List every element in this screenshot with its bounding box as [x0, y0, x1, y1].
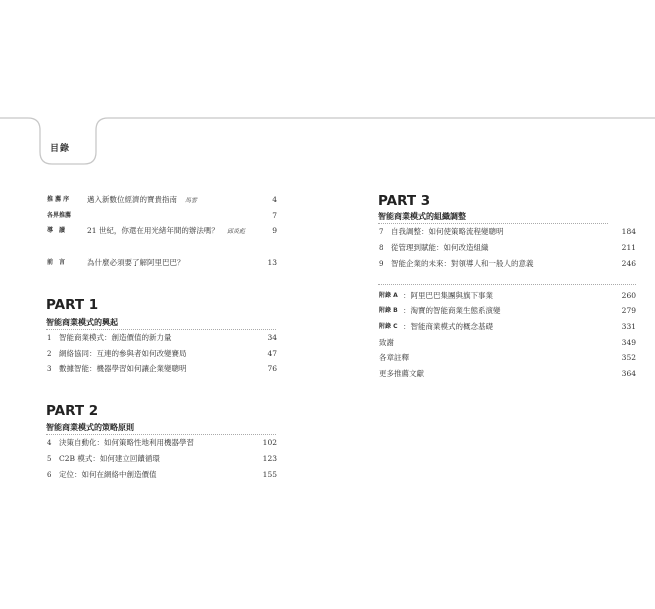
page-number: 13 [267, 258, 277, 267]
divider [46, 434, 276, 435]
front-label: 推 薦 序 [47, 196, 70, 203]
chapter-title: 自我調整：如何使策略流程變聰明 [391, 227, 504, 236]
chapter-number: 8 [379, 244, 384, 252]
front-author: 馬雲 [185, 197, 198, 204]
chapter-number: 4 [47, 439, 52, 447]
chapter-title: C2B 模式：如何建立回饋循環 [59, 454, 160, 463]
page-number: 7 [272, 211, 277, 220]
chapter-number: 5 [47, 455, 52, 463]
chapter-number: 9 [379, 260, 384, 268]
page-number: 211 [621, 243, 636, 252]
front-label: 導 讀 [47, 227, 66, 234]
page-number: 260 [621, 291, 636, 300]
back-label: 附錄 B [379, 307, 398, 314]
front-text: 為什麼必須要了解阿里巴巴？ [87, 258, 185, 267]
chapter-title: 數據智能：機器學習如何讓企業變聰明 [59, 364, 187, 373]
front-label: 各界推薦 [47, 212, 72, 219]
chapter-title: 智能企業的未來：對領導人和一般人的意義 [391, 259, 534, 268]
page-number: 331 [621, 322, 636, 331]
back-text: 致謝 [379, 338, 394, 347]
back-text: 各章註釋 [379, 353, 409, 362]
part-label: PART 3 [378, 193, 431, 209]
back-label: 附錄 A [379, 292, 398, 299]
part-label: PART 1 [46, 297, 99, 313]
chapter-number: 6 [47, 471, 52, 479]
page-number: 47 [267, 349, 277, 358]
chapter-title: 網絡協同：互連的參與者如何改變賽局 [59, 349, 187, 358]
page-number: 184 [621, 227, 636, 236]
divider [378, 284, 636, 285]
part-title: 智能商業模式的策略原則 [46, 423, 134, 432]
divider [46, 329, 276, 330]
front-text: 21 世紀，你還在用光緒年間的辦法嗎？ [87, 226, 219, 235]
front-text: 邁入新數位經濟的寶貴指南 [87, 195, 177, 204]
page-number: 246 [621, 259, 636, 268]
chapter-title: 決策自動化：如何策略性地利用機器學習 [59, 438, 194, 447]
page-number: 279 [621, 306, 636, 315]
chapter-title: 智能商業模式：創造價值的新力量 [59, 333, 172, 342]
chapter-number: 1 [47, 334, 52, 342]
front-author: 邱炎彪 [226, 228, 245, 235]
page-number: 352 [621, 353, 636, 362]
page-number: 349 [621, 338, 636, 347]
chapter-number: 7 [379, 228, 384, 236]
chapter-number: 3 [47, 365, 52, 373]
back-text: 更多推薦文獻 [379, 369, 424, 378]
page-number: 9 [272, 226, 277, 235]
part-title: 智能商業模式的興起 [46, 318, 118, 327]
part-title: 智能商業模式的組織調整 [378, 212, 466, 221]
back-text: ：淘寶的智能商業生態系演變 [403, 306, 501, 315]
page-number: 4 [272, 195, 277, 204]
chapter-number: 2 [47, 350, 52, 358]
page-number: 34 [267, 333, 277, 342]
page-number: 155 [262, 470, 277, 479]
chapter-title: 定位：如何在網絡中創造價值 [59, 470, 157, 479]
part-label: PART 2 [46, 403, 99, 419]
back-label: 附錄 C [379, 323, 398, 330]
page-number: 76 [267, 364, 277, 373]
back-text: ：智能商業模式的概念基礎 [403, 322, 493, 331]
page-number: 123 [262, 454, 277, 463]
toc-title: 目錄 [50, 144, 71, 154]
page-number: 102 [262, 438, 277, 447]
front-label: 前 言 [47, 259, 66, 266]
page-number: 364 [621, 369, 636, 378]
chapter-title: 從管理到賦能：如何改造組織 [391, 243, 489, 252]
divider [378, 223, 608, 224]
back-text: ：阿里巴巴集團與旗下事業 [403, 291, 493, 300]
